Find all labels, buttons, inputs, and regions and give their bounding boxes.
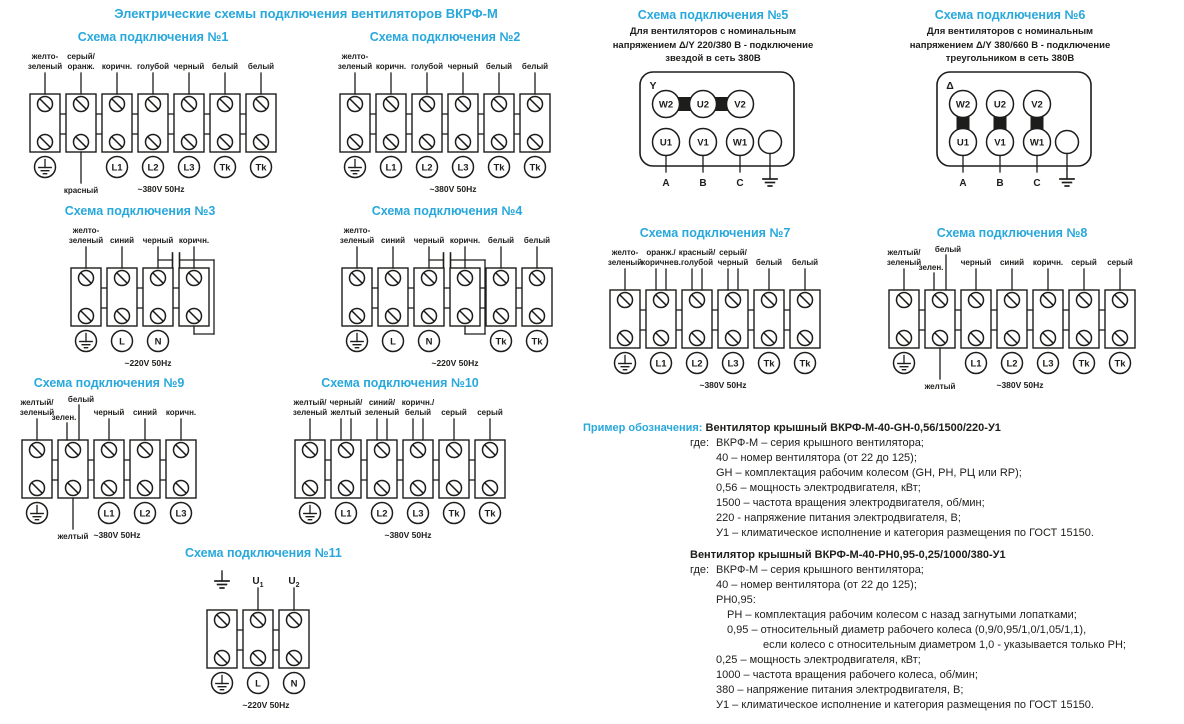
scheme-title: Схема подключения №4 <box>371 204 523 218</box>
svg-text:U1: U1 <box>659 137 673 148</box>
svg-text:красный/: красный/ <box>678 248 716 257</box>
svg-text:белый: белый <box>521 62 549 71</box>
svg-text:белый: белый <box>67 395 95 404</box>
svg-text:серый/: серый/ <box>719 248 747 257</box>
example-heading: Вентилятор крышный ВКРФ-М-40-РН0,95-0,25/1000/380-У1 <box>690 549 1006 561</box>
where-label: где: <box>690 437 710 449</box>
svg-text:черный: черный <box>717 258 749 267</box>
svg-text:коричн.: коричн. <box>1032 258 1064 267</box>
scheme-title: Схема подключения №6 <box>934 8 1086 22</box>
svg-text:желтый/: желтый/ <box>887 248 921 257</box>
scheme-2-diagram <box>318 46 572 196</box>
svg-text:серый: серый <box>1071 258 1097 267</box>
example-line: 0,95 – относительный диаметр рабочего колеса (0,9/0,95/1,0/1,05/1,1), <box>727 624 1087 636</box>
scheme-7 <box>588 226 842 392</box>
svg-text:белый: белый <box>404 408 432 417</box>
scheme-11-diagram <box>185 562 331 712</box>
scheme-title: Схема подключения №11 <box>185 546 342 560</box>
svg-text:L2: L2 <box>421 162 433 174</box>
svg-text:серый: серый <box>441 408 467 417</box>
svg-text:белый: белый <box>755 258 783 267</box>
svg-text:Tk: Tk <box>484 508 496 520</box>
svg-text:черный: черный <box>173 62 205 71</box>
svg-text:коричн.: коричн. <box>449 236 481 245</box>
scheme-3 <box>49 204 231 370</box>
scheme-note: Для вентиляторов с номинальным напряжением Δ/Y 220/380 В - подключение звездой в сеть 380В <box>612 26 814 64</box>
scheme-9 <box>0 376 218 542</box>
scheme-5 <box>598 8 828 206</box>
svg-text:~380V 50Hz: ~380V 50Hz <box>93 530 141 540</box>
scheme-7-diagram <box>588 242 842 392</box>
svg-text:Tk: Tk <box>448 508 460 520</box>
example-line: где: ВКРФ-М – серия крышного вентилятора; <box>690 437 924 449</box>
svg-text:~220V 50Hz: ~220V 50Hz <box>242 700 290 710</box>
svg-text:Tk: Tk <box>255 162 267 174</box>
svg-text:L2: L2 <box>139 508 151 520</box>
svg-text:~220V 50Hz: ~220V 50Hz <box>124 358 172 368</box>
svg-text:белый: белый <box>523 236 551 245</box>
svg-text:C: C <box>736 177 744 189</box>
svg-text:белый: белый <box>485 62 513 71</box>
svg-text:коричн.: коричн. <box>178 236 210 245</box>
example-block-1 <box>583 421 1184 541</box>
scheme-title: Схема подключения №10 <box>321 376 479 390</box>
page-title: Электрические схемы подключения вентиляторов ВКРФ-М <box>114 6 498 21</box>
svg-text:Tk: Tk <box>1114 358 1126 370</box>
scheme-1-diagram <box>8 46 298 196</box>
svg-text:Tk: Tk <box>495 336 507 348</box>
svg-text:желтый: желтый <box>924 382 956 391</box>
example-line: У1 – климатическое исполнение и категория размещения по ГОСТ 15150. <box>716 699 1094 711</box>
svg-text:синий/: синий/ <box>368 398 396 407</box>
scheme-6-diagram <box>895 68 1125 206</box>
svg-text:синий: синий <box>109 236 135 245</box>
svg-text:черный: черный <box>93 408 125 417</box>
example-heading: Пример обозначения: Вентилятор крышный ВКРФ-М-40-GH-0,56/1500/220-У1 <box>583 422 1001 434</box>
svg-text:Tk: Tk <box>493 162 505 174</box>
svg-text:коричн.: коричн. <box>101 62 133 71</box>
example-line: 0,25 – мощность электродвигателя, кВт; <box>716 654 921 666</box>
svg-text:Tk: Tk <box>763 358 775 370</box>
svg-text:серый: серый <box>1107 258 1133 267</box>
svg-text:Tk: Tk <box>1078 358 1090 370</box>
scheme-2 <box>318 30 572 196</box>
example-line: 220 - напряжение питания электродвигателя, В; <box>716 512 961 524</box>
svg-text:белый: белый <box>934 245 962 254</box>
scheme-4 <box>320 204 574 370</box>
svg-text:U2: U2 <box>696 99 710 110</box>
svg-text:коричн./: коричн./ <box>401 398 435 407</box>
svg-text:синий: синий <box>380 236 406 245</box>
svg-text:белый: белый <box>247 62 275 71</box>
svg-text:C: C <box>1033 177 1041 189</box>
example-line: 380 – напряжение питания электродвигателя, В; <box>716 684 964 696</box>
svg-text:L3: L3 <box>1042 358 1054 370</box>
svg-text:W1: W1 <box>732 137 748 148</box>
example-line: 40 – номер вентилятора (от 22 до 125); <box>716 452 917 464</box>
svg-text:A: A <box>959 177 967 189</box>
example-body <box>690 436 1184 541</box>
example-block-2 <box>583 548 1184 713</box>
svg-text:коричн.: коричн. <box>375 62 407 71</box>
scheme-1 <box>8 30 298 196</box>
example-line: 0,56 – мощность электродвигателя, кВт; <box>716 482 921 494</box>
svg-text:~380V 50Hz: ~380V 50Hz <box>429 184 477 194</box>
svg-text:желтый/: желтый/ <box>293 398 327 407</box>
svg-text:L2: L2 <box>1006 358 1018 370</box>
svg-text:зеленый: зеленый <box>339 236 375 245</box>
svg-text:V2: V2 <box>1031 99 1043 110</box>
scheme-title: Схема подключения №9 <box>33 376 185 390</box>
svg-text:L1: L1 <box>385 162 397 174</box>
svg-text:зеленый: зеленый <box>292 408 328 417</box>
svg-text:синий: синий <box>132 408 158 417</box>
scheme-title: Схема подключения №8 <box>936 226 1088 240</box>
scheme-10-diagram <box>273 392 527 542</box>
svg-text:серый/: серый/ <box>67 52 95 61</box>
example-line: если колесо с относительным диаметром 1,0 - указывается только РН; <box>763 639 1126 651</box>
svg-text:зелен.: зелен. <box>51 413 77 422</box>
svg-text:L3: L3 <box>457 162 469 174</box>
scheme-5-diagram <box>598 68 828 206</box>
svg-text:~220V 50Hz: ~220V 50Hz <box>431 358 479 368</box>
svg-text:черный: черный <box>413 236 445 245</box>
svg-text:L: L <box>390 336 396 348</box>
svg-text:черный: черный <box>960 258 992 267</box>
svg-text:белый: белый <box>211 62 239 71</box>
svg-text:W2: W2 <box>658 99 674 110</box>
example-line: 40 – номер вентилятора (от 22 до 125); <box>716 579 917 591</box>
svg-text:L1: L1 <box>340 508 352 520</box>
svg-text:зелен.: зелен. <box>918 263 944 272</box>
scheme-8 <box>867 226 1157 392</box>
where-label: где: <box>690 564 710 576</box>
svg-text:зеленый: зеленый <box>886 258 922 267</box>
scheme-title: Схема подключения №2 <box>369 30 521 44</box>
scheme-11 <box>185 546 342 712</box>
example-line: 1500 – частота вращения электродвигателя, об/мин; <box>716 497 985 509</box>
scheme-4-diagram <box>320 220 574 370</box>
svg-text:L2: L2 <box>376 508 388 520</box>
svg-text:зеленый: зеленый <box>337 62 373 71</box>
svg-text:N: N <box>290 678 298 690</box>
example-line: GH – комплектация рабочим колесом (GH, РН, РЦ или RP); <box>716 467 1022 479</box>
svg-text:L1: L1 <box>970 358 982 370</box>
svg-text:голубой: голубой <box>680 258 714 267</box>
svg-text:L: L <box>119 336 125 348</box>
svg-text:L3: L3 <box>175 508 187 520</box>
svg-text:коричн.: коричн. <box>165 408 197 417</box>
svg-text:L3: L3 <box>412 508 424 520</box>
svg-text:черный/: черный/ <box>329 398 363 407</box>
svg-text:белый: белый <box>791 258 819 267</box>
scheme-title: Схема подключения №7 <box>639 226 791 240</box>
svg-text:желто-: желто- <box>31 52 59 61</box>
svg-text:желтый: желтый <box>57 532 89 541</box>
svg-text:U2: $U_2$ <box>288 576 300 589</box>
svg-text:~380V 50Hz: ~380V 50Hz <box>137 184 185 194</box>
svg-text:L1: L1 <box>655 358 667 370</box>
svg-text:синий: синий <box>999 258 1025 267</box>
svg-text:U2: U2 <box>993 99 1007 110</box>
svg-text:зеленый: зеленый <box>27 62 63 71</box>
svg-text:~380V 50Hz: ~380V 50Hz <box>996 380 1044 390</box>
designation-example <box>583 421 1184 720</box>
svg-text:белый: белый <box>487 236 515 245</box>
scheme-3-diagram <box>49 220 231 370</box>
svg-text:L1: L1 <box>111 162 123 174</box>
svg-text:~380V 50Hz: ~380V 50Hz <box>699 380 747 390</box>
svg-text:Tk: Tk <box>531 336 543 348</box>
scheme-6 <box>895 8 1125 206</box>
example-line: где: ВКРФ-М – серия крышного вентилятора; <box>690 564 924 576</box>
svg-text:оранж./: оранж./ <box>646 248 676 257</box>
svg-text:B: B <box>699 177 707 189</box>
svg-text:желтый/: желтый/ <box>20 398 54 407</box>
svg-text:Tk: Tk <box>799 358 811 370</box>
scheme-title: Схема подключения №3 <box>64 204 216 218</box>
svg-text:A: A <box>662 177 670 189</box>
scheme-9-diagram <box>0 392 218 542</box>
svg-text:L: L <box>255 678 261 690</box>
svg-text:V2: V2 <box>734 99 746 110</box>
scheme-note: Для вентиляторов с номинальным напряжением Δ/Y 380/660 В - подключение треугольником в сеть 380В <box>909 26 1111 64</box>
svg-text:V1: V1 <box>994 137 1006 148</box>
svg-text:коричнев.: коричнев. <box>641 258 681 267</box>
svg-text:W1: W1 <box>1029 137 1045 148</box>
example-line: РН0,95: <box>716 594 756 606</box>
svg-text:L3: L3 <box>183 162 195 174</box>
svg-text:L2: L2 <box>691 358 703 370</box>
scheme-title: Схема подключения №1 <box>77 30 229 44</box>
svg-text:красный: красный <box>63 186 99 195</box>
svg-text:зеленый: зеленый <box>607 258 643 267</box>
svg-text:U1: $U_1$ <box>252 576 264 589</box>
svg-text:Tk: Tk <box>219 162 231 174</box>
svg-text:голубой: голубой <box>136 62 170 71</box>
svg-text:зеленый: зеленый <box>19 408 55 417</box>
svg-text:желтый: желтый <box>330 408 362 417</box>
svg-text:L3: L3 <box>727 358 739 370</box>
svg-text:зеленый: зеленый <box>68 236 104 245</box>
svg-text:Y: Y <box>649 79 657 92</box>
svg-text:N: N <box>154 336 162 348</box>
svg-text:серый: серый <box>477 408 503 417</box>
svg-text:черный: черный <box>447 62 479 71</box>
scheme-10 <box>273 376 527 542</box>
svg-text:желто-: желто- <box>341 52 369 61</box>
example-line: РН – комплектация рабочим колесом с назад загнутыми лопатками; <box>727 609 1077 621</box>
scheme-title: Схема подключения №5 <box>637 8 789 22</box>
svg-text:U1: U1 <box>956 137 970 148</box>
svg-text:оранж.: оранж. <box>67 62 95 71</box>
example-body <box>690 563 1184 713</box>
svg-text:B: B <box>996 177 1004 189</box>
example-line: У1 – климатическое исполнение и категория размещения по ГОСТ 15150. <box>716 527 1094 539</box>
svg-text:Δ: Δ <box>946 79 954 92</box>
svg-text:желто-: желто- <box>343 226 371 235</box>
svg-text:L2: L2 <box>147 162 159 174</box>
svg-text:желто-: желто- <box>72 226 100 235</box>
svg-text:W2: W2 <box>955 99 971 110</box>
example-label: Пример обозначения: <box>583 422 703 434</box>
scheme-8-diagram <box>867 242 1157 392</box>
svg-text:N: N <box>425 336 433 348</box>
svg-text:V1: V1 <box>697 137 709 148</box>
svg-text:черный: черный <box>142 236 174 245</box>
svg-text:~380V 50Hz: ~380V 50Hz <box>384 530 432 540</box>
svg-text:L1: L1 <box>103 508 115 520</box>
svg-text:желто-: желто- <box>611 248 639 257</box>
example-line: 1000 – частота вращения рабочего колеса, об/мин; <box>716 669 978 681</box>
svg-text:зеленый: зеленый <box>364 408 400 417</box>
svg-text:голубой: голубой <box>410 62 444 71</box>
svg-text:Tk: Tk <box>529 162 541 174</box>
